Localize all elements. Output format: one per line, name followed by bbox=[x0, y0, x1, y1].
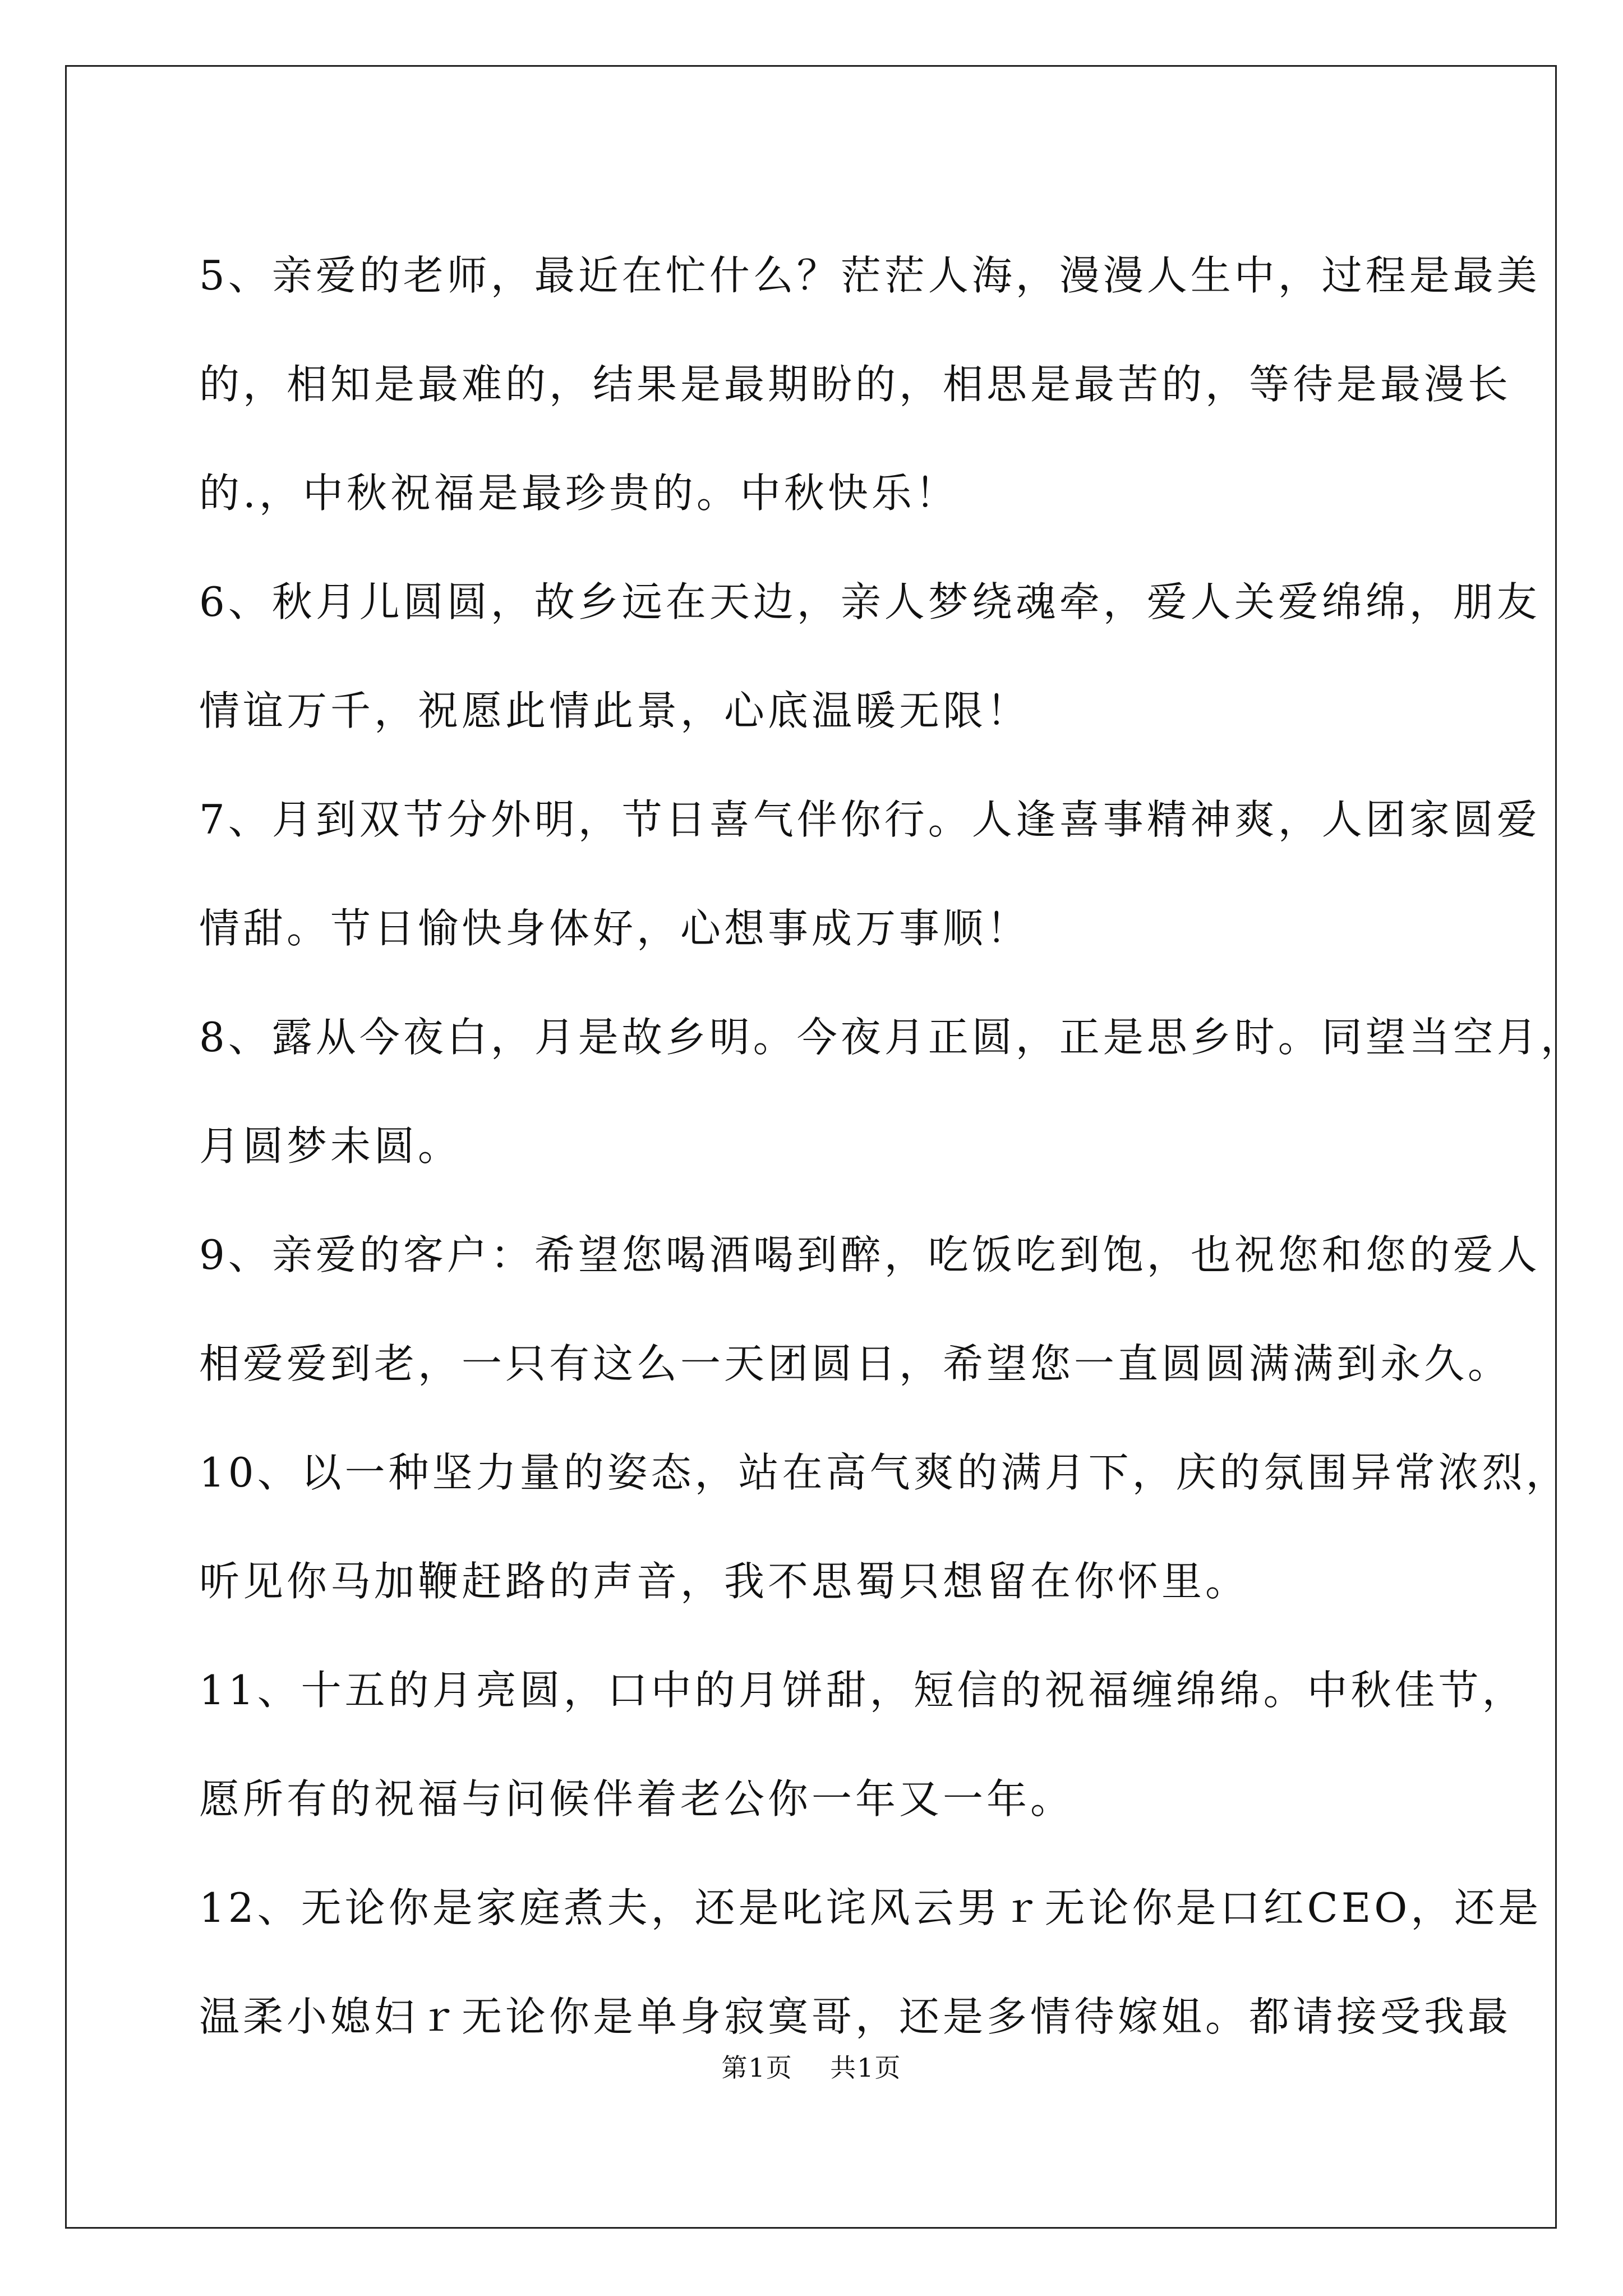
text-line: 的，相知是最难的，结果是最期盼的，相思是最苦的，等待是最漫长 bbox=[199, 361, 1512, 408]
text-line: 10、以一种坚力量的姿态，站在高气爽的满月下，庆的氛围异常浓烈， bbox=[199, 1449, 1570, 1496]
text-line: 9、亲爱的客户：希望您喝酒喝到醉，吃饭吃到饱，也祝您和您的爱人 bbox=[199, 1231, 1541, 1278]
text-line: 情甜。节日愉快身体好，心想事成万事顺！ bbox=[199, 905, 1031, 952]
text-line: 月圆梦未圆。 bbox=[199, 1122, 462, 1170]
text-line: 5、亲爱的老师，最近在忙什么？茫茫人海，漫漫人生中，过程是最美 bbox=[199, 252, 1541, 299]
page-footer: 第1页 共1页 bbox=[721, 2053, 902, 2083]
text-line: 11、十五的月亮圆，口中的月饼甜，短信的祝福缠绵绵。中秋佳节， bbox=[199, 1667, 1526, 1714]
document-body bbox=[199, 218, 1584, 2068]
text-line: 情谊万千，祝愿此情此景，心底温暖无限！ bbox=[199, 687, 1031, 734]
text-line: 温柔小媳妇ｒ无论你是单身寂寞哥，还是多情待嫁姐。都请接受我最 bbox=[199, 1993, 1512, 2040]
text-line: 的.，中秋祝福是最珍贵的。中秋快乐！ bbox=[199, 470, 959, 517]
text-line: 7、月到双节分外明，节日喜气伴你行。人逢喜事精神爽，人团家圆爱 bbox=[199, 796, 1541, 843]
text-line: 愿所有的祝福与问候伴着老公你一年又一年。 bbox=[199, 1775, 1075, 1823]
text-line: 6、秋月儿圆圆，故乡远在天边，亲人梦绕魂牵，爱人关爱绵绵，朋友 bbox=[199, 578, 1541, 625]
text-line: 相爱爱到老，一只有这么一天团圆日，希望您一直圆圆满满到永久。 bbox=[199, 1340, 1512, 1387]
text-line: 8、露从今夜白，月是故乡明。今夜月正圆，正是思乡时。同望当空月， bbox=[199, 1014, 1584, 1061]
text-line: 12、无论你是家庭煮夫，还是叱诧风云男ｒ无论你是口红CEO，还是 bbox=[199, 1884, 1542, 1931]
text-line: 听见你马加鞭赶路的声音，我不思蜀只想留在你怀里。 bbox=[199, 1558, 1249, 1605]
